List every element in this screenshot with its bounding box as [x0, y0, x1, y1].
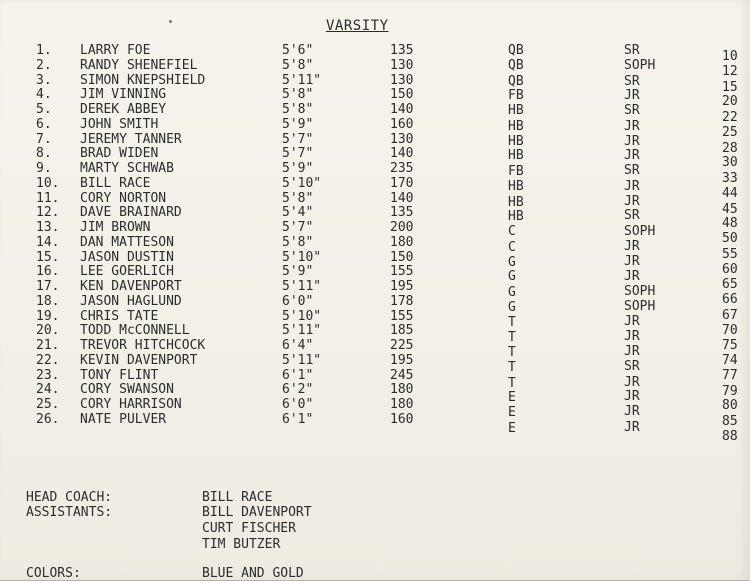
player-jersey: 65: [722, 277, 738, 293]
row-number: 23.: [36, 367, 60, 383]
player-weight: 180: [390, 234, 414, 250]
roster-row: [0, 57, 750, 79]
player-name: TODD McCONNELL: [80, 323, 190, 339]
player-height: 5'9": [282, 116, 314, 132]
player-position: HB: [508, 103, 524, 118]
player-name: KEVIN DAVENPORT: [80, 352, 198, 368]
player-weight: 135: [390, 205, 414, 221]
player-height: 5'6": [282, 43, 314, 58]
player-year: JR: [624, 329, 640, 345]
player-year: JR: [624, 193, 640, 209]
player-name: NATE PULVER: [80, 411, 167, 427]
player-position: QB: [508, 57, 524, 73]
player-year: SR: [624, 163, 640, 178]
player-year: JR: [624, 404, 640, 419]
player-jersey: 70: [722, 322, 738, 338]
player-position: G: [508, 299, 516, 315]
row-number: 16.: [36, 264, 60, 280]
row-number: 1.: [36, 43, 52, 58]
player-year: JR: [624, 253, 640, 269]
player-jersey: 44: [722, 185, 738, 201]
player-year: SOPH: [624, 224, 656, 239]
player-name: JEREMY TANNER: [80, 131, 182, 147]
player-name: JASON HAGLUND: [80, 293, 182, 309]
player-year: SR: [624, 73, 640, 89]
player-weight: 195: [390, 279, 414, 294]
player-weight: 200: [390, 220, 414, 235]
player-weight: 245: [390, 367, 414, 383]
player-jersey: 10: [722, 49, 738, 64]
player-year: JR: [624, 238, 640, 254]
player-weight: 180: [390, 397, 414, 412]
player-weight: 160: [390, 116, 414, 132]
player-jersey: 74: [722, 353, 738, 368]
player-weight: 155: [390, 264, 414, 280]
player-name: RANDY SHENEFIEL: [80, 57, 198, 73]
row-number: 21.: [36, 338, 60, 353]
player-name: DAN MATTESON: [80, 234, 174, 250]
player-jersey: 12: [722, 63, 738, 79]
player-jersey: 15: [722, 79, 738, 95]
player-height: 5'9": [282, 264, 314, 280]
player-height: 5'8": [282, 190, 314, 206]
player-jersey: 80: [722, 398, 738, 414]
player-position: E: [508, 390, 516, 406]
player-jersey: 55: [722, 246, 738, 262]
head-coach-name: BILL RACE: [202, 490, 273, 505]
player-name: CORY SWANSON: [80, 382, 174, 398]
player-year: SR: [624, 358, 640, 374]
player-height: 5'11": [282, 279, 322, 294]
row-number: 14.: [36, 234, 60, 250]
player-weight: 180: [390, 382, 414, 398]
player-height: 6'1": [282, 411, 314, 427]
player-weight: 150: [390, 249, 414, 265]
player-jersey: 60: [722, 261, 738, 277]
player-weight: 155: [390, 308, 414, 324]
player-name: DEREK ABBEY: [80, 102, 167, 117]
roster-row: [0, 411, 750, 444]
page-title: VARSITY: [326, 18, 389, 34]
player-position: T: [508, 375, 516, 391]
row-number: 18.: [36, 293, 60, 309]
player-year: JR: [624, 148, 640, 164]
player-name: JASON DUSTIN: [80, 249, 174, 265]
player-position: FB: [508, 164, 524, 179]
player-year: SOPH: [624, 57, 656, 73]
row-number: 4.: [36, 87, 52, 103]
player-year: SOPH: [624, 284, 656, 299]
player-name: BRAD WIDEN: [80, 146, 159, 162]
player-jersey: 30: [722, 155, 738, 171]
player-weight: 235: [390, 161, 414, 176]
row-number: 26.: [36, 411, 60, 427]
player-height: 6'0": [282, 397, 314, 412]
player-position: FB: [508, 88, 524, 104]
player-name: JOHN SMITH: [80, 116, 159, 132]
row-number: 17.: [36, 279, 60, 294]
player-name: CHRIS TATE: [80, 308, 159, 324]
player-jersey: 50: [722, 231, 738, 246]
row-number: 11.: [36, 190, 60, 206]
player-name: JIM BROWN: [80, 220, 151, 235]
row-number: 7.: [36, 131, 52, 147]
head-coach-label: HEAD COACH:: [26, 490, 113, 505]
player-position: E: [508, 405, 516, 420]
player-position: HB: [508, 209, 524, 225]
player-height: 5'8": [282, 102, 314, 117]
player-name: TREVOR HITCHCOCK: [80, 338, 206, 353]
player-year: JR: [624, 344, 640, 359]
assistant-name: TIM BUTZER: [202, 537, 281, 552]
player-weight: 140: [390, 102, 414, 117]
player-height: 5'8": [282, 234, 314, 250]
player-weight: 150: [390, 87, 414, 103]
player-jersey: 48: [722, 216, 738, 232]
colors-label: COLORS:: [26, 566, 81, 581]
player-name: DAVE BRAINARD: [80, 205, 182, 221]
player-weight: 170: [390, 175, 414, 191]
player-height: 5'10": [282, 249, 322, 265]
player-position: HB: [508, 194, 524, 210]
player-jersey: 33: [722, 171, 738, 186]
player-height: 5'9": [282, 161, 314, 176]
player-jersey: 25: [722, 124, 738, 140]
player-weight: 178: [390, 293, 414, 309]
player-height: 6'2": [282, 382, 314, 398]
player-height: 5'7": [282, 131, 314, 147]
player-weight: 130: [390, 72, 414, 88]
player-jersey: 45: [722, 201, 738, 217]
player-name: CORY NORTON: [80, 190, 167, 206]
player-position: G: [508, 285, 516, 300]
player-year: SOPH: [624, 298, 656, 314]
player-position: T: [508, 359, 516, 375]
player-name: JIM VINNING: [80, 87, 167, 103]
player-weight: 140: [390, 146, 414, 162]
player-name: TONY FLINT: [80, 367, 159, 383]
player-weight: 160: [390, 411, 414, 427]
row-number: 20.: [36, 323, 60, 339]
player-weight: 195: [390, 352, 414, 368]
player-year: JR: [624, 88, 640, 104]
player-weight: 225: [390, 338, 414, 353]
player-year: JR: [624, 133, 640, 149]
player-weight: 135: [390, 43, 414, 58]
player-year: JR: [624, 313, 640, 329]
player-jersey: 67: [722, 307, 738, 323]
row-number: 13.: [36, 220, 60, 235]
player-position: HB: [508, 178, 524, 194]
player-height: 6'0": [282, 293, 314, 309]
player-jersey: 85: [722, 414, 738, 429]
player-position: E: [508, 420, 516, 436]
player-jersey: 66: [722, 292, 738, 307]
player-weight: 140: [390, 190, 414, 206]
player-height: 5'11": [282, 352, 322, 368]
player-height: 5'8": [282, 87, 314, 103]
player-height: 5'11": [282, 72, 322, 88]
player-jersey: 75: [722, 338, 738, 354]
row-number: 3.: [36, 72, 52, 88]
player-height: 5'7": [282, 146, 314, 162]
player-height: 5'7": [282, 220, 314, 235]
player-position: C: [508, 224, 516, 239]
player-position: QB: [508, 73, 524, 89]
player-jersey: 88: [722, 428, 738, 444]
row-number: 22.: [36, 352, 60, 368]
paper-speck: [169, 20, 172, 23]
player-year: JR: [624, 178, 640, 194]
player-jersey: 22: [722, 110, 738, 125]
row-number: 9.: [36, 161, 52, 176]
player-year: JR: [624, 269, 640, 285]
player-weight: 130: [390, 131, 414, 147]
player-year: SR: [624, 43, 640, 58]
player-position: G: [508, 254, 516, 270]
row-number: 2.: [36, 57, 52, 73]
player-position: G: [508, 269, 516, 285]
player-height: 5'11": [282, 323, 322, 339]
player-position: HB: [508, 133, 524, 149]
player-name: KEN DAVENPORT: [80, 279, 182, 294]
player-name: LARRY FOE: [80, 43, 151, 58]
player-name: CORY HARRISON: [80, 397, 182, 412]
player-jersey: 79: [722, 383, 738, 399]
player-jersey: 20: [722, 94, 738, 110]
player-height: 5'10": [282, 175, 322, 191]
player-position: HB: [508, 148, 524, 164]
row-number: 15.: [36, 249, 60, 265]
assistants-label: ASSISTANTS:: [26, 505, 113, 520]
player-height: 5'10": [282, 308, 322, 324]
player-name: BILL RACE: [80, 175, 151, 191]
player-weight: 185: [390, 323, 414, 339]
player-jersey: 28: [722, 140, 738, 156]
player-year: JR: [624, 118, 640, 134]
colors-value: BLUE AND GOLD: [202, 566, 304, 581]
player-year: SR: [624, 208, 640, 224]
player-height: 6'4": [282, 338, 314, 353]
assistant-name: BILL DAVENPORT: [202, 505, 312, 520]
row-number: 8.: [36, 146, 52, 162]
player-position: T: [508, 330, 516, 346]
row-number: 5.: [36, 102, 52, 117]
player-name: MARTY SCHWAB: [80, 161, 174, 176]
player-position: T: [508, 314, 516, 330]
player-position: T: [508, 345, 516, 360]
player-position: HB: [508, 118, 524, 134]
row-number: 25.: [36, 397, 60, 412]
assistant-name: CURT FISCHER: [202, 521, 296, 536]
player-position: C: [508, 239, 516, 255]
row-number: 12.: [36, 205, 60, 221]
player-weight: 130: [390, 57, 414, 73]
player-height: 5'4": [282, 205, 314, 221]
row-number: 6.: [36, 116, 52, 132]
roster-row: [0, 43, 750, 64]
player-name: SIMON KNEPSHIELD: [80, 72, 206, 88]
player-name: LEE GOERLICH: [80, 264, 174, 280]
player-height: 5'8": [282, 57, 314, 73]
player-year: JR: [624, 419, 640, 435]
player-jersey: 77: [722, 367, 738, 383]
player-position: QB: [508, 43, 524, 58]
row-number: 10.: [36, 175, 60, 191]
player-year: JR: [624, 389, 640, 405]
player-year: JR: [624, 374, 640, 390]
row-number: 24.: [36, 382, 60, 398]
player-year: SR: [624, 103, 640, 118]
player-height: 6'1": [282, 367, 314, 383]
row-number: 19.: [36, 308, 60, 324]
